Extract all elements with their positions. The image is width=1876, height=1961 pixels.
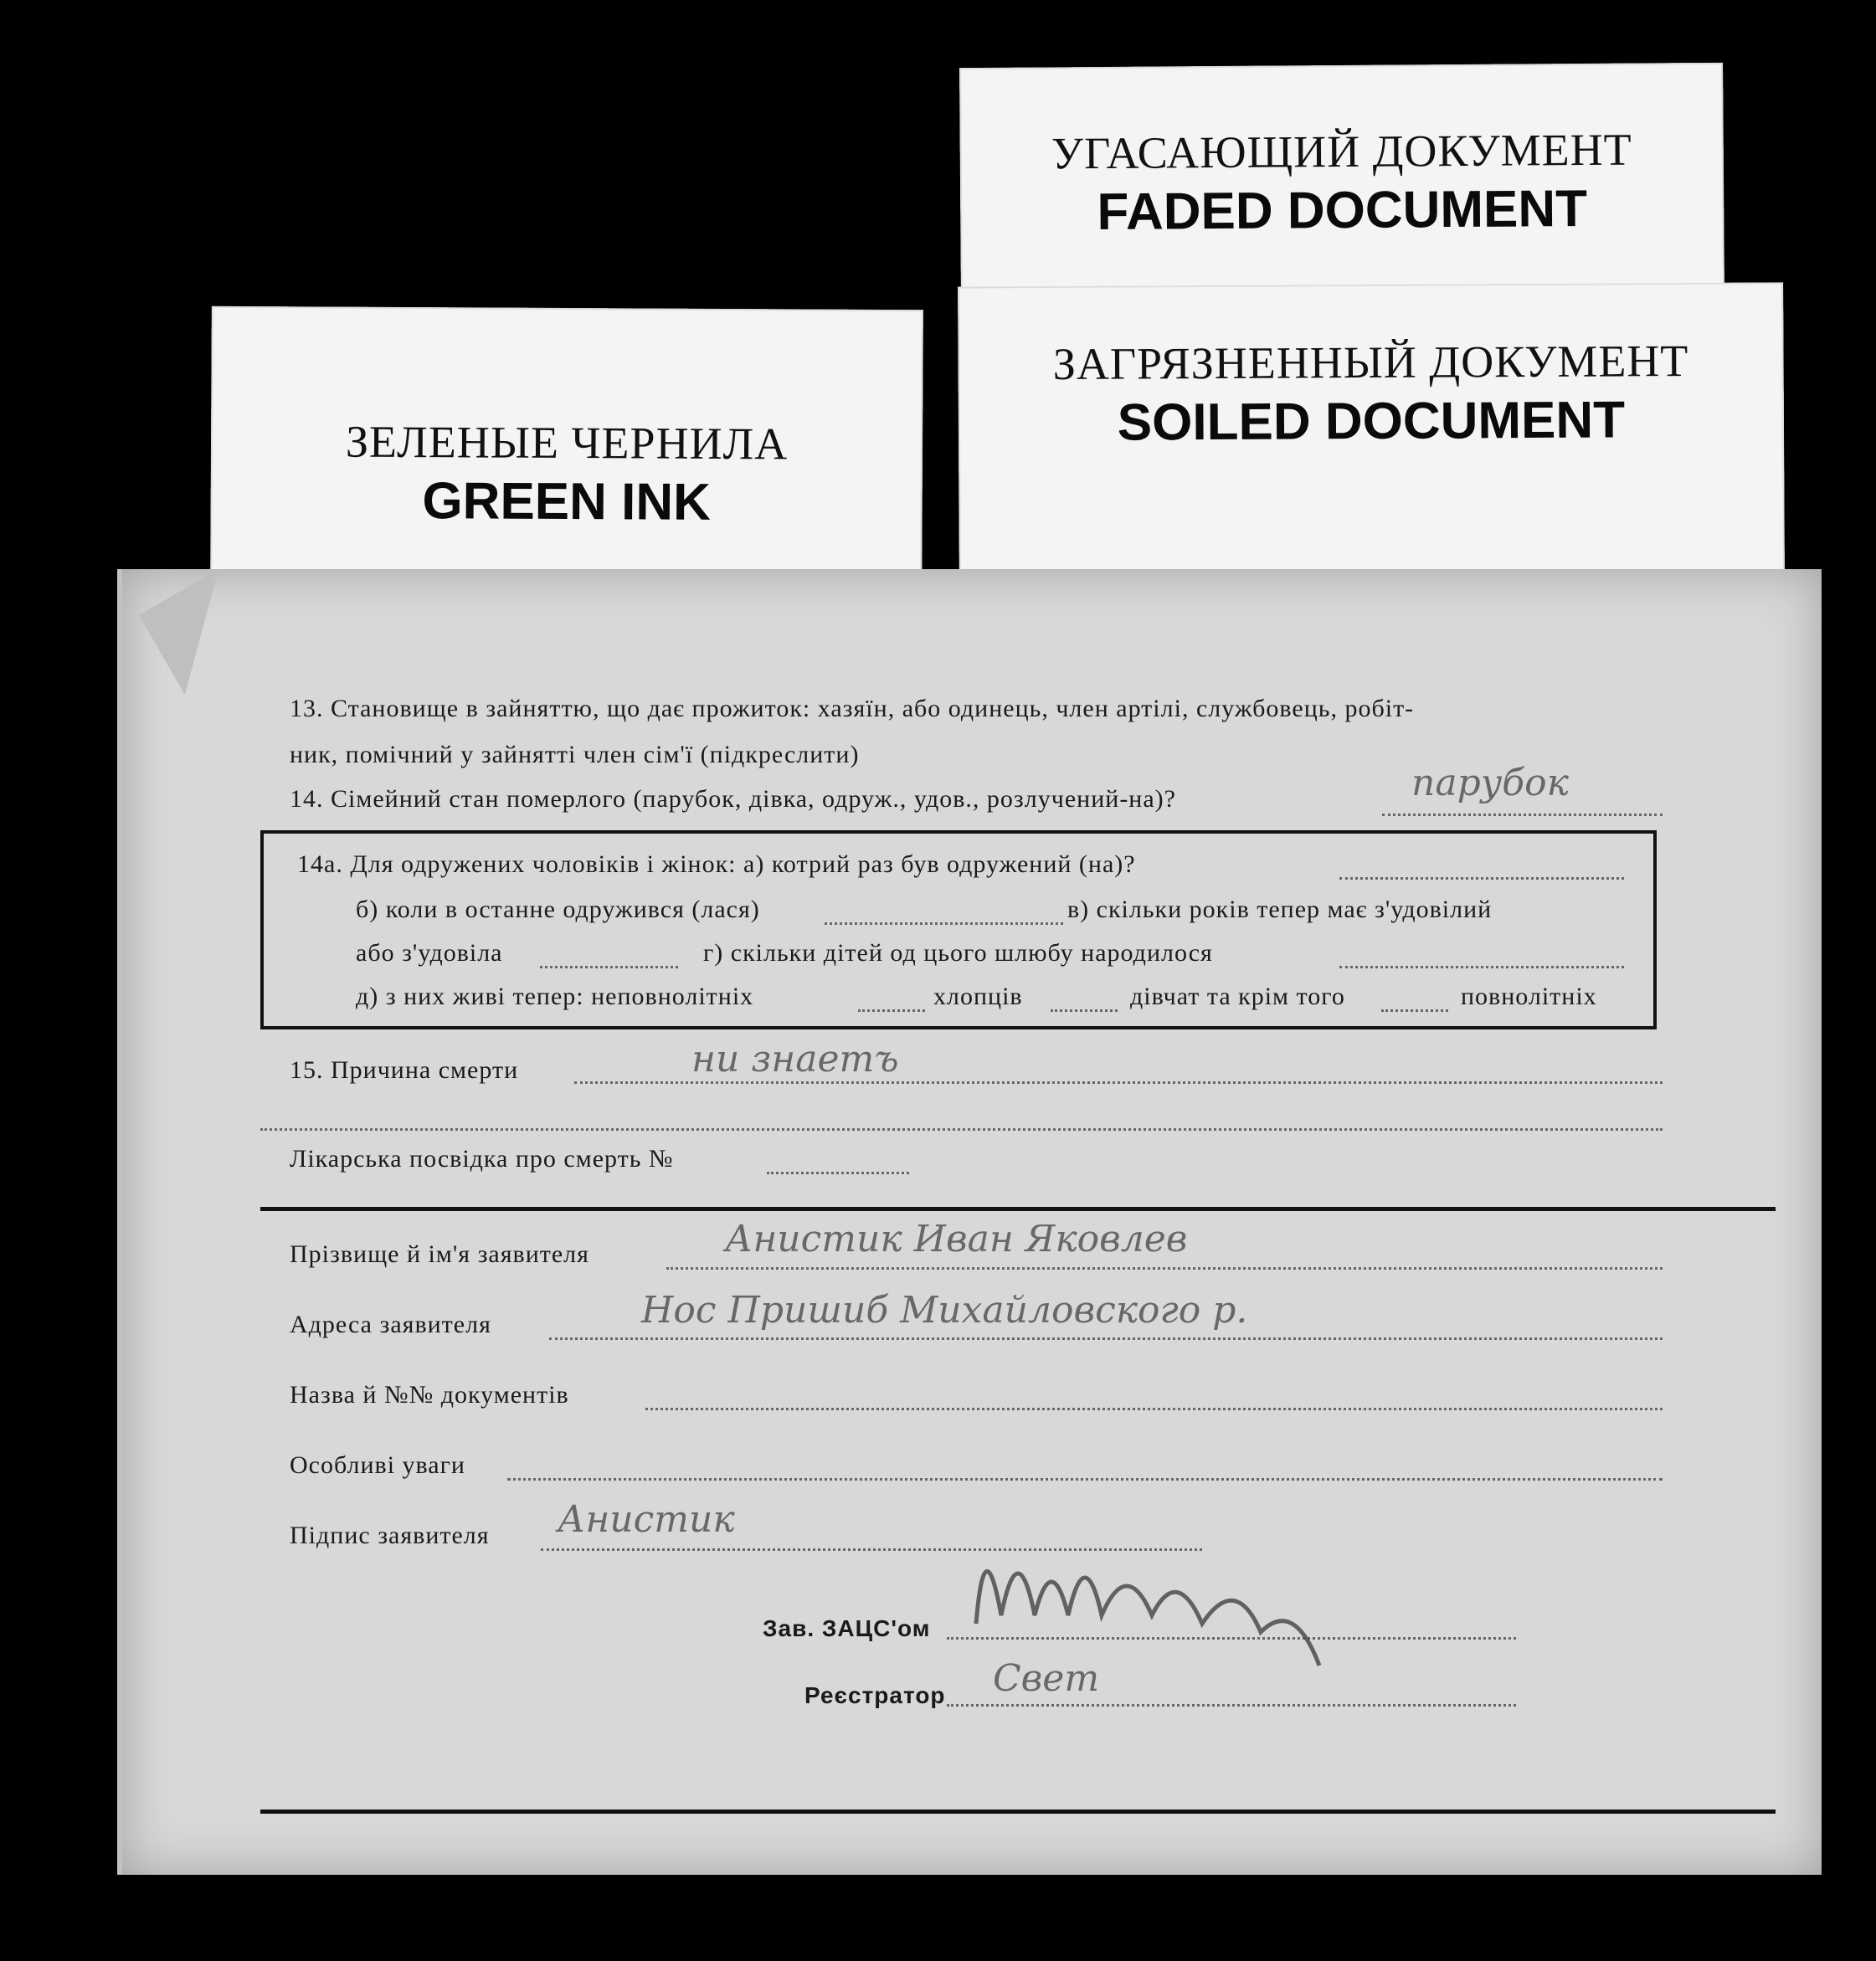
green-label-ru: ЗЕЛЕНЫЕ ЧЕРНИЛА <box>345 416 789 470</box>
applicant-name-line <box>666 1267 1663 1270</box>
q15-fill-line-2 <box>260 1128 1663 1131</box>
documents-line <box>645 1408 1663 1410</box>
question-14a-line3a: або з'удовіла <box>356 939 503 967</box>
question-15: 15. Причина смерти <box>290 1056 519 1084</box>
applicant-address-handwritten: Нос Пришиб Михайловского р. <box>641 1289 1248 1332</box>
death-record-form <box>117 569 1822 1875</box>
soiled-document-label <box>958 282 1785 579</box>
question-14a-line1: 14а. Для одружених чоловіків і жінок: а) котрий раз був одружений (на)? <box>297 850 1136 878</box>
section-divider <box>260 1207 1776 1211</box>
q14a-fill-a <box>1339 877 1624 880</box>
documents-label: Назва й №№ документів <box>290 1381 569 1409</box>
question-14a-line4d: повнолітніх <box>1461 983 1597 1010</box>
question-14a-line4a: д) з них живі тепер: неповнолітніх <box>356 983 754 1010</box>
registrar-line <box>947 1704 1516 1707</box>
question-13-line2: ник, помічний у зайнятті член сім'ї (підкреслити) <box>290 741 860 768</box>
applicant-name-handwritten: Анистик Иван Яковлев <box>725 1218 1188 1260</box>
zags-head-label: Зав. ЗАЦС'ом <box>763 1615 931 1641</box>
faded-label-ru: УГАСАЮЩИЙ ДОКУМЕНТ <box>1051 124 1632 179</box>
q14a-fill-b <box>825 922 1063 925</box>
applicant-address-label: Адреса заявителя <box>290 1311 491 1338</box>
registrar-signature: Свет <box>993 1657 1100 1700</box>
q14a-fill-d <box>1339 966 1624 968</box>
zags-head-signature <box>959 1498 1378 1674</box>
green-ink-label <box>210 306 923 594</box>
question-14: 14. Сімейний стан померлого (парубок, дівка, одруж., удов., розлучений-на)? <box>290 785 1176 813</box>
q14-fill-line <box>1382 814 1663 816</box>
q14a-fill-f <box>1051 1009 1118 1012</box>
faded-label-en: FADED DOCUMENT <box>1097 179 1588 242</box>
soiled-label-ru: ЗАГРЯЗНЕННЫЙ ДОКУМЕНТ <box>1052 336 1689 389</box>
medical-fill-line <box>767 1172 909 1174</box>
green-label-en: GREEN INK <box>422 472 712 531</box>
soiled-label-en: SOILED DOCUMENT <box>1117 391 1626 452</box>
medical-certificate-label: Лікарська посвідка про смерть № <box>290 1145 674 1173</box>
registrar-label: Реєстратор <box>804 1682 946 1708</box>
bottom-divider <box>260 1810 1776 1814</box>
question-13-line1: 13. Становище в зайняттю, що дає прожиток: хазяїн, або одинець, член артілі, службовець, робіт- <box>290 695 1415 722</box>
folded-corner <box>139 569 265 695</box>
question-14a-line4b: хлопців <box>933 983 1023 1010</box>
question-14a-line3b: г) скільки дітей од цього шлюбу народилося <box>703 939 1213 967</box>
remarks-line <box>507 1478 1663 1481</box>
applicant-name-label: Прізвище й ім'я заявителя <box>290 1240 589 1268</box>
q15-handwritten-answer: ни знаетъ <box>691 1038 899 1081</box>
question-14a-line2b: в) скільки років тепер має з'удовілий <box>1067 896 1493 923</box>
q14a-fill-e <box>858 1009 925 1012</box>
applicant-address-line <box>549 1337 1663 1340</box>
remarks-label: Особливі уваги <box>290 1451 465 1479</box>
q14a-fill-g <box>1381 1009 1448 1012</box>
signature-label: Підпис заявителя <box>290 1522 490 1549</box>
question-14a-box <box>260 830 1657 1029</box>
faded-document-label <box>959 63 1724 295</box>
q14a-fill-c <box>540 966 678 968</box>
q15-fill-line <box>574 1081 1663 1084</box>
question-14a-line2a: б) коли в останне одружився (лася) <box>356 896 760 923</box>
q14-handwritten-answer: парубок <box>1411 762 1569 804</box>
applicant-signature: Анистик <box>558 1498 735 1541</box>
question-14a-line4c: дівчат та крім того <box>1130 983 1345 1010</box>
